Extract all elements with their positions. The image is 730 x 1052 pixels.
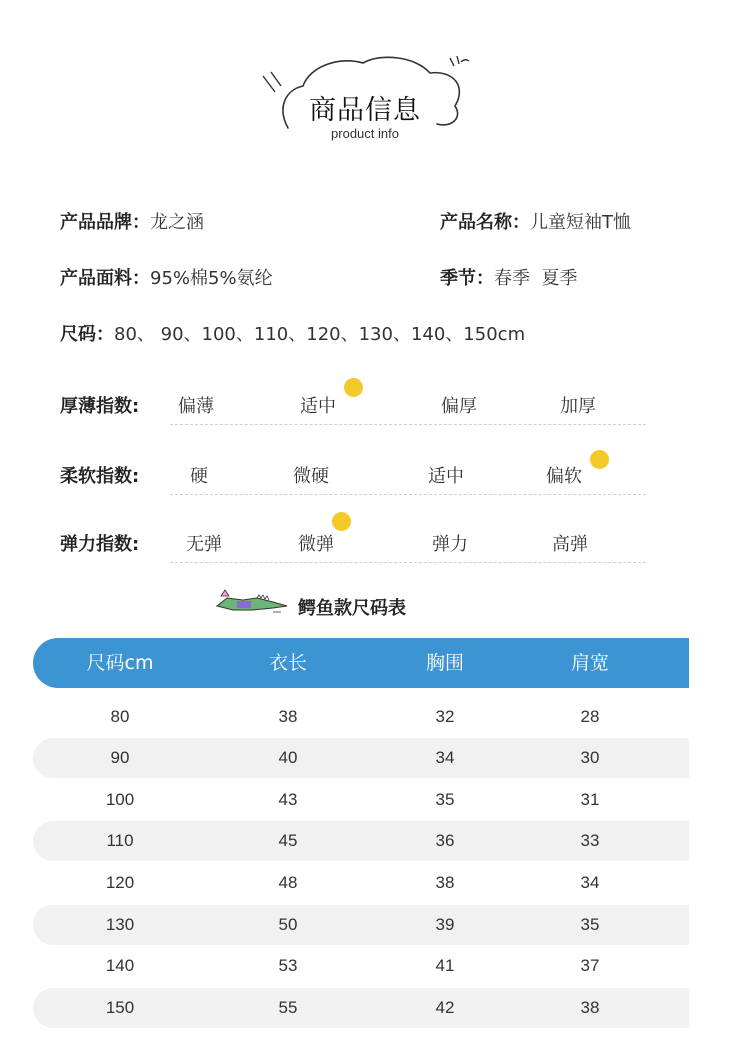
column-header: 肩宽 [570,652,609,674]
elasticity-option-selected: 微弹 [298,534,334,555]
thickness-option: 偏薄 [178,396,214,417]
table-cell: 80 [110,707,130,726]
brand-value: 龙之涵 [150,212,204,233]
softness-option: 微硬 [293,466,329,487]
table-cell: 43 [278,790,298,809]
divider [170,562,646,563]
softness-option: 适中 [428,466,464,487]
table-row [33,946,689,986]
thickness-option-selected: 适中 [300,396,336,417]
table-row [33,863,689,903]
brand-label: 产品品牌： [60,212,150,233]
size-value: 80、 90、100、110、120、130、140、150cm [114,324,526,345]
season-value: 春季 夏季 [494,268,578,289]
table-cell: 30 [580,748,600,767]
elasticity-index-label: 弹力指数: [60,534,140,555]
table-cell: 35 [435,790,455,809]
table-cell: 100 [105,790,135,809]
table-cell: 41 [435,956,455,975]
table-cell: 130 [105,915,135,934]
table-row [33,821,689,861]
header-title: 商品信息 [309,95,421,126]
product-name-label: 产品名称： [440,212,530,233]
product-name-value: 儿童短袖T恤 [530,212,631,233]
table-cell: 32 [435,707,455,726]
table-row [33,905,689,945]
season-label: 季节： [440,268,494,289]
season-info [440,264,577,290]
fabric-label: 产品面料： [60,268,150,289]
selected-badge-icon [332,512,351,531]
size-label: 尺码： [60,324,114,345]
thickness-option: 偏厚 [441,396,477,417]
table-cell: 34 [580,873,600,892]
thickness-option: 加厚 [560,396,596,417]
table-cell: 40 [278,748,298,767]
size-chart-title: 鳄鱼款尺码表 [298,598,406,619]
elasticity-option: 无弹 [186,534,222,555]
fabric-info [60,264,273,290]
table-cell: 55 [278,998,298,1017]
table-cell: 120 [105,873,135,892]
table-cell: 33 [580,831,600,850]
table-cell: 31 [580,790,600,809]
table-row [33,738,689,778]
selected-badge-icon [344,378,363,397]
fabric-value: 95%棉5%氨纶 [150,268,273,289]
table-cell: 35 [580,915,600,934]
table-cell: 150 [105,998,135,1017]
table-cell: 37 [580,956,600,975]
table-row [33,780,689,820]
size-table-header [33,638,689,688]
column-header: 尺码cm [86,652,154,674]
table-cell: 34 [435,748,455,767]
column-header: 衣长 [268,652,307,674]
product-name-info [440,208,631,234]
brand-info [60,208,204,234]
crocodile-icon [213,586,293,618]
table-cell: 39 [435,915,455,934]
header-subtitle: product info [331,126,399,141]
thickness-index-label: 厚薄指数: [60,396,140,417]
softness-option: 硬 [190,466,208,487]
table-cell: 28 [580,707,600,726]
table-cell: 38 [435,873,455,892]
table-cell: 50 [278,915,298,934]
selected-badge-icon [590,450,609,469]
table-row [33,988,689,1028]
table-cell: 140 [105,956,135,975]
size-info [60,320,525,346]
table-cell: 110 [106,831,134,850]
elasticity-option: 弹力 [432,534,468,555]
divider [170,424,646,425]
table-cell: 36 [435,831,455,850]
divider [170,494,646,495]
softness-option-selected: 偏软 [546,466,582,487]
table-cell: 38 [278,707,298,726]
table-cell: 53 [278,956,298,975]
table-cell: 45 [278,831,298,850]
column-header: 胸围 [425,652,464,674]
table-cell: 38 [580,998,600,1017]
table-row [33,697,689,737]
elasticity-option: 高弹 [552,534,588,555]
table-cell: 42 [435,998,455,1017]
softness-index-label: 柔软指数: [60,466,140,487]
table-cell: 48 [278,873,298,892]
table-cell: 90 [110,748,130,767]
